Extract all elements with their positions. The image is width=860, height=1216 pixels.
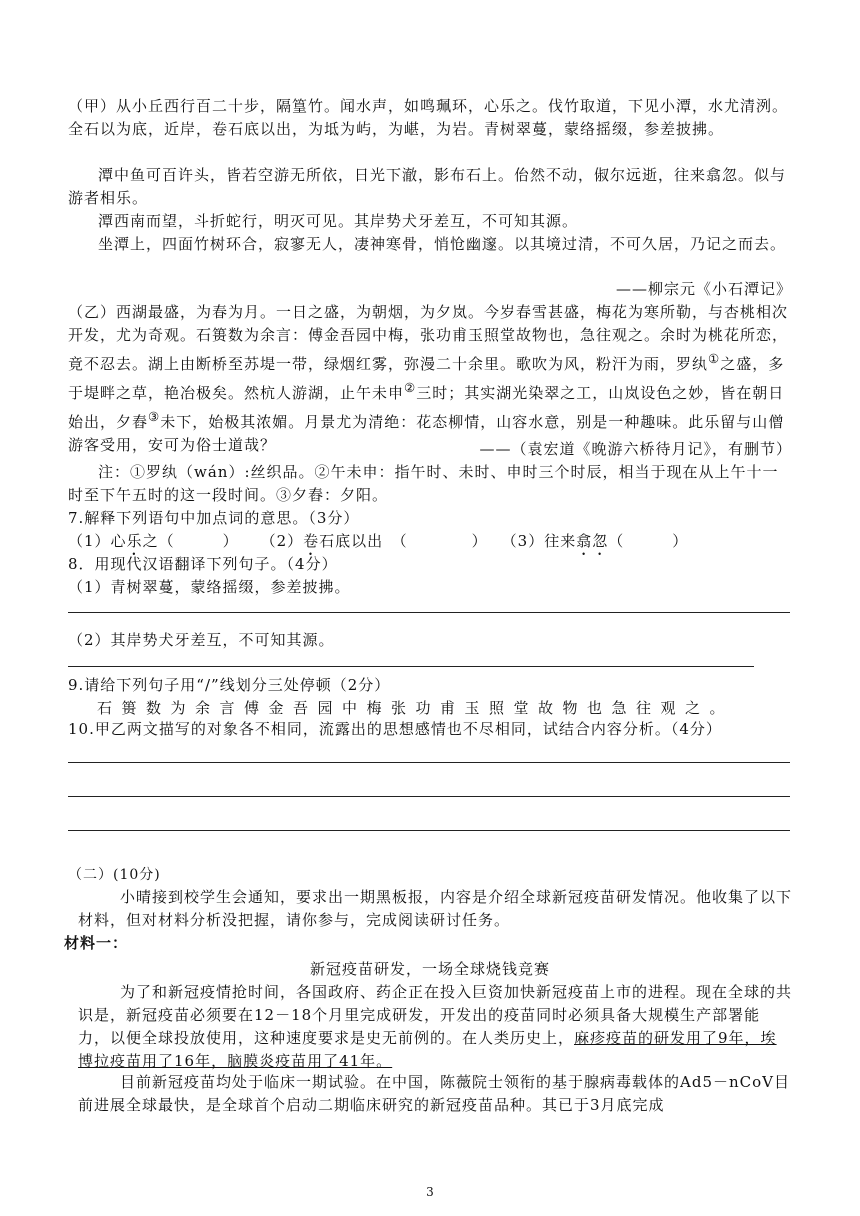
question-8-title: 8．用现代汉语翻译下列句子。（4分） xyxy=(68,555,338,573)
passage-jia-paragraph-2: 潭中鱼可百许头，皆若空游无所依，日光下澈，影布石上。佁然不动，俶尔远逝，往来翕忽。似与游者相乐。 xyxy=(68,166,787,207)
q7-item-2-dotted-word: 卷 xyxy=(303,532,320,550)
question-9-sentence: 石篑数为余言傅金吾园中梅张功甫玉照堂故物也急往观之。 xyxy=(97,699,735,717)
passage-yi-source: ——（袁宏道《晚游六桥待月记》，有删节） xyxy=(479,440,792,458)
question-7-title: 7.解释下列语句中加点词的意思。（3分） xyxy=(68,509,360,527)
material-1-paragraph-1: 为了和新冠疫情抢时间，各国政府、药企正在投入巨资加快新冠疫苗上市的进程。现在全球的共识是，新冠疫苗必须要在12－18个月里完成研发，开发出的疫苗同时必须具备大规模生产部署能力，以便全球投放使用，这种速度要求是史无前例的。在人类历史上，麻疹疫苗的研发用了9年，埃博拉疫苗用了16年，脑膜炎疫苗用了41年。 xyxy=(78,983,793,1070)
answer-line[interactable] xyxy=(68,612,790,613)
annotation-notes: 注：①罗纨（wán）:丝织品。②午未申：指午时、未时、申时三个时辰，相当于现在从上午十一时至下午五时的这一段时间。③夕舂：夕阳。 xyxy=(68,463,779,504)
note-marker-3: ③ xyxy=(148,409,161,424)
note-marker-1: ① xyxy=(708,351,721,366)
material-1-label: 材料一： xyxy=(64,934,129,952)
note-marker-2: ② xyxy=(404,380,417,395)
material-1-title: 新冠疫苗研发，一场全球烧钱竞赛 xyxy=(309,960,550,978)
answer-line[interactable] xyxy=(68,762,790,763)
passage-yi-text-a: （乙）西湖最盛，为春为月。一日之盛，为朝烟，为夕岚。今岁春雪甚盛，梅花为寒所勒，与杏桃相次开发，尤为奇观。石篑数为余言：傅金吾园中梅，张功甫玉照堂故物也，急往观之。余时为桃花所恋，竟不忍去。湖上由断桥至苏堤一带，绿烟红雾，弥漫二十余里。歌吹为风，粉汗为雨，罗纨 xyxy=(68,303,789,373)
q7-item-1-dotted-word: 乐 xyxy=(126,532,143,550)
q7-item-1: （1）心乐之（ ） xyxy=(68,532,239,550)
section-2-intro: 小晴接到校学生会通知，要求出一期黑板报，内容是介绍全球新冠疫苗研发情况。他收集了以下材料，但对材料分析没把握，请你参与，完成阅读研讨任务。 xyxy=(78,888,793,929)
question-8-item-1: （1）青树翠蔓，蒙络摇缀，参差披拂。 xyxy=(68,578,351,596)
passage-jia-paragraph-3: 潭西南而望，斗折蛇行，明灭可见。其岸势犬牙差互，不可知其源。 xyxy=(98,212,579,230)
question-8-item-2: （2）其岸势犬牙差互，不可知其源。 xyxy=(68,631,335,649)
material-1-paragraph-2: 目前新冠疫苗均处于临床一期试验。在中国，陈薇院士领衔的基于腺病毒载体的Ad5－nCoV目前进展全球最快，是全球首个启动二期临床研究的新冠疫苗品种。其已于3月底完成 xyxy=(78,1073,790,1114)
answer-line[interactable] xyxy=(68,666,754,667)
question-10-title: 10.甲乙两文描写的对象各不相同，流露出的思想感情也不尽相同，试结合内容分析。（4分） xyxy=(68,720,722,738)
answer-line[interactable] xyxy=(68,796,790,797)
section-2-heading: （二）(10分) xyxy=(68,867,161,883)
q7-item-2: （2）卷石底以出 （ ） xyxy=(260,532,488,550)
passage-yi-text-c: 三时；其实湖光染翠之工，山岚设色之妙，皆在朝日始出，夕舂 xyxy=(68,384,785,431)
passage-yi-paragraph xyxy=(68,301,792,457)
q7-item-3: （3）往来翕忽（ ） xyxy=(501,532,689,550)
passage-jia-paragraph-4: 坐潭上，四面竹树环合，寂寥无人，凄神寒骨，悄怆幽邃。以其境过清，不可久居，乃记之而去。 xyxy=(98,235,787,253)
passage-yi-text-d: 未下，始极其浓媚。月景尤为清绝：花态柳情，山容水意，别是一种趣味。此乐留与山僧游客受用，安可为俗士道哉？ xyxy=(68,413,785,454)
passage-jia-paragraph-1: （甲）从小丘西行百二十步，隔篁竹。闻水声，如鸣珮环，心乐之。伐竹取道，下见小潭，水尤清洌。全石以为底，近岸，卷石底以出，为坻为屿，为嵁，为岩。青树翠蔓，蒙络摇缀，参差披拂。 xyxy=(68,97,789,138)
q7-item-3-dotted-word: 翕忽 xyxy=(576,532,609,550)
question-9-title: 9.请给下列句子用“/”线划分三处停顿（2分） xyxy=(68,676,391,694)
page-number: 3 xyxy=(426,1185,434,1199)
passage-jia-source: ——柳宗元《小石潭记》 xyxy=(615,280,792,298)
answer-line[interactable] xyxy=(68,830,790,831)
underlined-sentence: 麻疹疫苗的研发用了9年，埃博拉疫苗用了16年，脑膜炎疫苗用了41年。 xyxy=(78,1029,777,1070)
passage-yi-text-b: 之盛，多于堤畔之草，艳冶极矣。然杭人游湖，止午未申 xyxy=(68,355,785,402)
